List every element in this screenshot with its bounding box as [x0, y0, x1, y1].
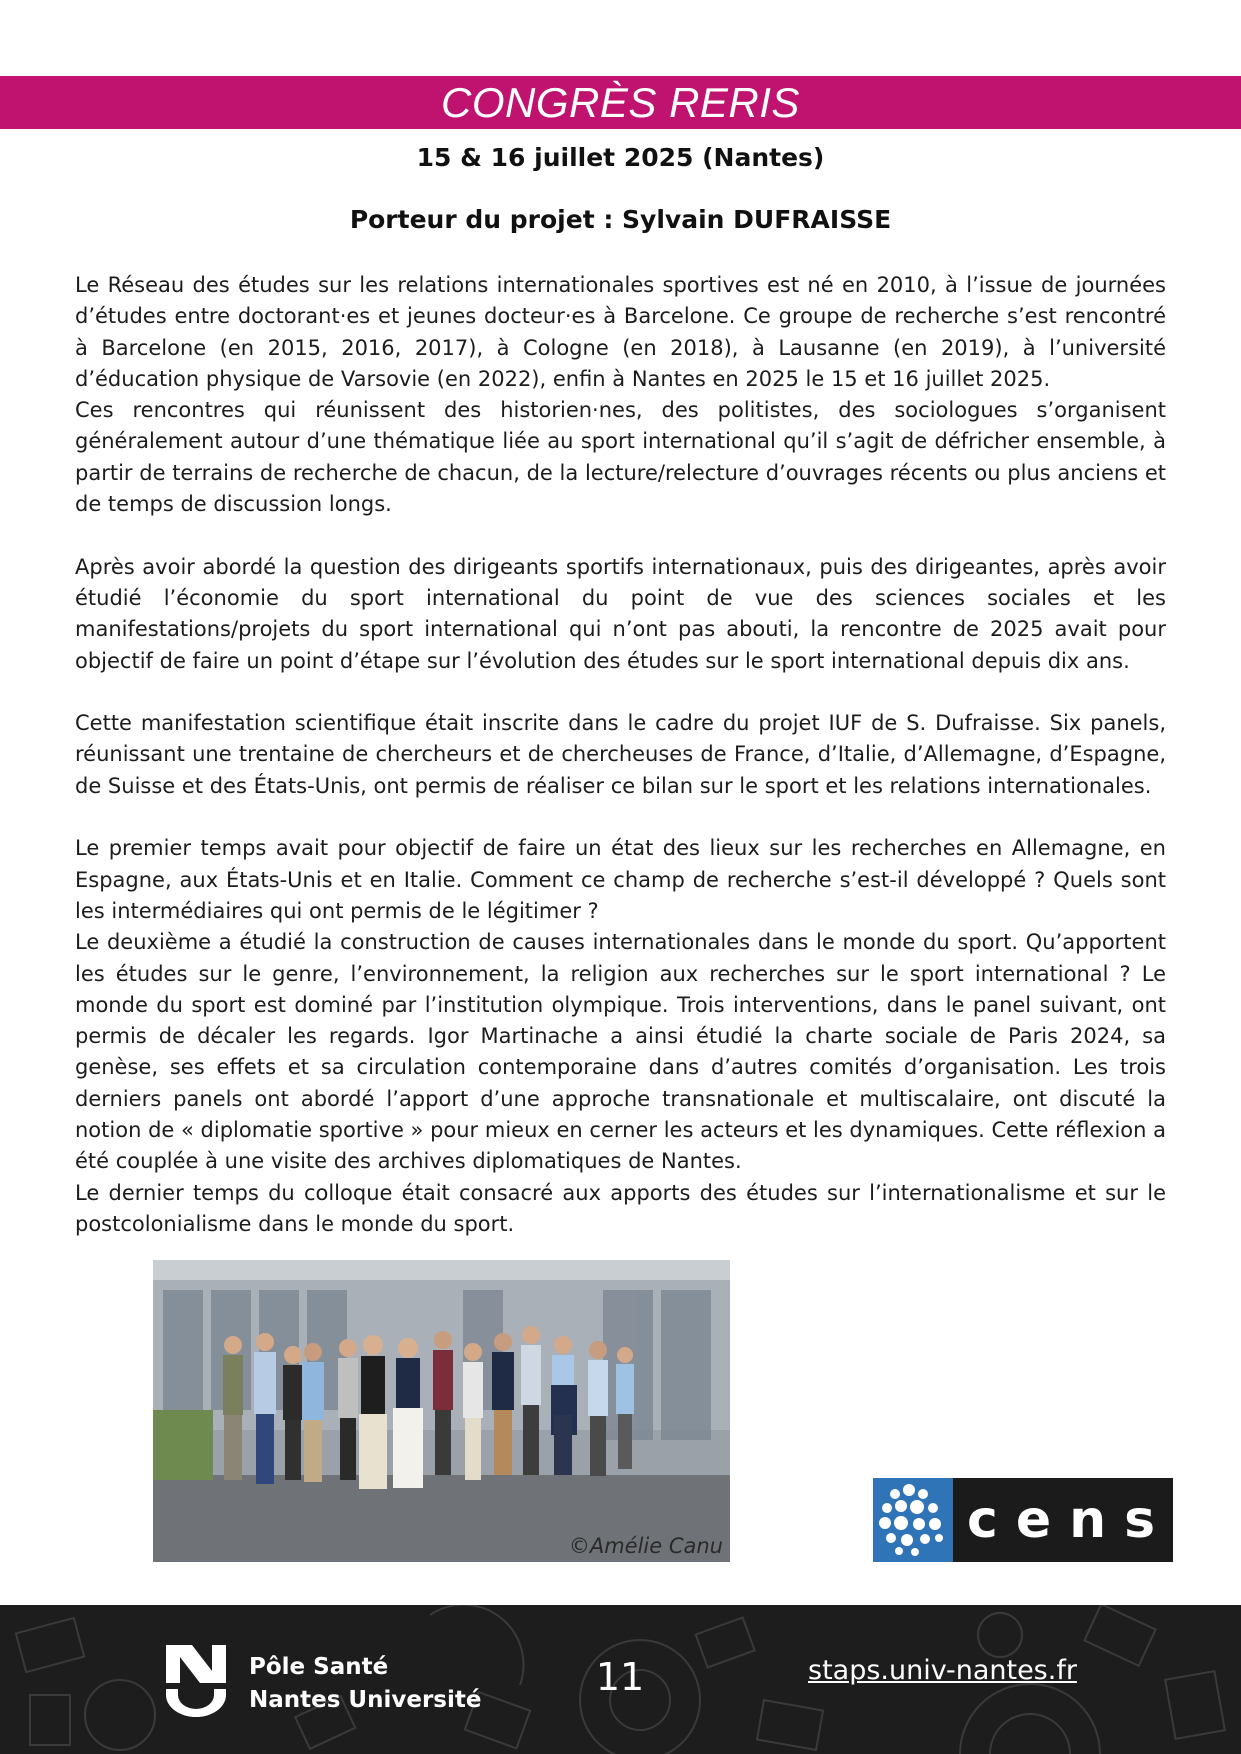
organization-name	[249, 1651, 481, 1717]
paragraph: Le dernier temps du colloque était consacré aux apports des études sur l’internationalisme et sur le postcolonialisme dans le monde du sport.	[75, 1180, 1166, 1236]
paragraph: Le premier temps avait pour objectif de faire un état des lieux sur les recherches en Allemagne, en Espagne, aux États-Unis et en Italie. Comment ce champ de recherche s’est-il développé ? Quels sont les intermédiaires qui ont permis de le légitimer ?	[75, 836, 1166, 923]
photo-credit: ©Amélie Canu	[568, 1534, 723, 1558]
cens-bubbles-icon	[873, 1478, 953, 1562]
title-banner	[0, 76, 1241, 129]
paragraph: Cette manifestation scientifique était inscrite dans le cadre du projet IUF de S. Dufraisse. Six panels, réunissant une trentaine de chercheurs et de chercheuses de France, d’Italie, d’Allemagne, d’Espagne, de Suisse et des États-Unis, ont permis de réaliser ce bilan sur le sport et les relations internationales.	[75, 711, 1166, 798]
project-lead: Porteur du projet : Sylvain DUFRAISSE	[349, 205, 892, 234]
paragraph: Ces rencontres qui réunissent des historien·nes, des politistes, des sociologues s’organisent généralement autour d’une thématique liée au sport international qu’il s’agit de défricher ensemble, à partir de terrains de recherche de chacun, de la lecture/relecture d’ouvrages récents ou plus anciens et de temps de discussion longs.	[75, 398, 1166, 517]
page-footer	[0, 1605, 1241, 1754]
article-body	[75, 270, 1166, 1240]
group-photo	[153, 1260, 730, 1562]
cens-logo	[873, 1478, 1174, 1562]
org-line-2: Nantes Université	[249, 1687, 482, 1713]
nantes-universite-logo-icon	[166, 1645, 226, 1717]
group-photo-illustration	[153, 1260, 730, 1562]
paragraph: Après avoir abordé la question des dirigeants sportifs internationaux, puis des dirigeantes, après avoir étudié l’économie du sport international du point de vue des sciences sociales et les manifestations/projets du sport international qui n’ont pas abouti, la rencontre de 2025 avait pour objectif de faire un point d’étape sur l’évolution des études sur le sport international depuis dix ans.	[75, 554, 1166, 673]
event-date: 15 & 16 juillet 2025 (Nantes)	[416, 143, 825, 172]
website-link[interactable]: staps.univ-nantes.fr	[808, 1655, 1077, 1686]
org-line-1: Pôle Santé	[249, 1654, 389, 1680]
cens-wordmark: cens	[953, 1478, 1173, 1562]
page-number: 11	[595, 1655, 645, 1699]
page-title: CONGRÈS RERIS	[441, 78, 800, 126]
paragraph: Le Réseau des études sur les relations internationales sportives est né en 2010, à l’issue de journées d’études entre doctorant·es et jeunes docteur·es à Barcelone. Ce groupe de recherche s’est rencontré à Barcelone (en 2015, 2016, 2017), à Cologne (en 2018), à Lausanne (en 2019), à l’université d’éducation physique de Varsovie (en 2022), enfin à Nantes en 2025 le 15 et 16 juillet 2025.	[75, 273, 1166, 391]
paragraph: Le deuxième a étudié la construction de causes internationales dans le monde du sport. Qu’apportent les études sur le genre, l’environnement, la religion aux recherches sur le sport international ? Le monde du sport est dominé par l’institution olympique. Trois interventions, dans le panel suivant, ont permis de décaler les regards. Igor Martinache a ainsi étudié la charte sociale de Paris 2024, sa genèse, ses effets et sa circulation contemporaine dans d’autres comités d’organisation. Les trois derniers panels ont abordé l’apport d’une approche transnationale et multiscalaire, ont discuté la notion de « diplomatie sportive » pour mieux en cerner les acteurs et les dynamiques. Cette réflexion a été couplée à une visite des archives diplomatiques de Nantes.	[75, 930, 1166, 1174]
